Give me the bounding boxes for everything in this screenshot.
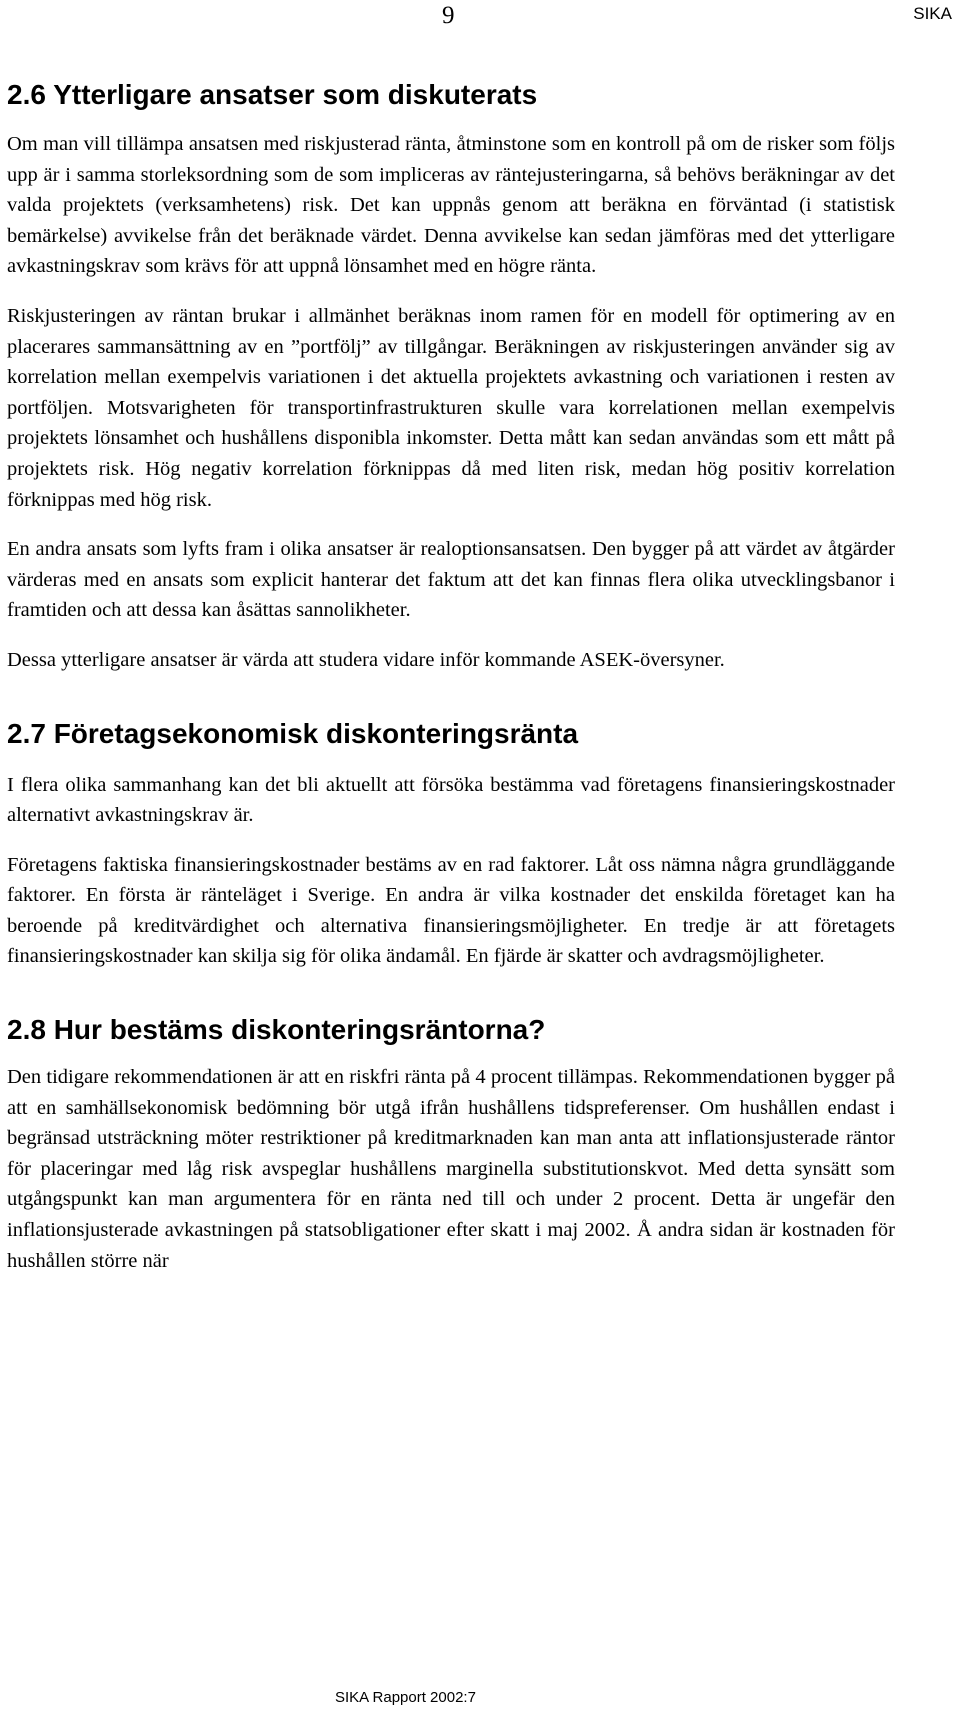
report-footer: SIKA Rapport 2002:7 <box>335 1689 476 1706</box>
section-heading-2-8: 2.8 Hur bestäms diskonteringsräntorna? <box>7 1014 546 1046</box>
paragraph: Företagens faktiska finansieringskostnader bestäms av en rad faktorer. Låt oss nämna några grundläggande faktorer. En första är ränteläget i Sverige. En andra är vilka kostnader det enskilda företaget kan ha beroende på kreditvärdighet och alternativa finansieringsmöjligheter. En tredje är att företagets finansieringskostnader kan skilja sig för olika ändamål. En fjärde är skatter och avdragsmöjligheter. <box>7 853 895 968</box>
paragraph: Den tidigare rekommendationen är att en riskfri ränta på 4 procent tillämpas. Rekommendationen bygger på att en samhällsekonomisk bedömning bör utgå ifrån hushållens tidspreferenser. Om hushållen endast i begränsad utsträckning möter restriktioner på kreditmarknaden kan man anta att inflationsjusterade räntor för placeringar med låg risk avspeglar hushållens marginella substitutionskvot. Med detta synsätt som utgångspunkt kan man argumentera för en ränta ned till och under 2 procent. Detta är ungefär den inflationsjusterade avkastningen på statsobligationer efter skatt i maj 2002. Å andra sidan är kostnaden för hushållen större när <box>7 1066 895 1272</box>
paragraph: Riskjusteringen av räntan brukar i allmänhet beräknas inom ramen för en modell för optimering av en placerares sammansättning av en ”portfölj” av tillgångar. Beräkningen av riskjusteringen använder sig av korrelation mellan exempelvis variationen i det aktuella projektets avkastning och variationen i resten av portföljen. Motsvarigheten för transportinfrastrukturen skulle vara korrelationen mellan exempelvis projektets lönsamhet och hushållens disponibla inkomster. Detta mått kan sedan användas som ett mått på projektets risk. Hög negativ korrelation förknippas då med liten risk, medan hög positiv korrelation förknippas med hög risk. <box>7 304 895 511</box>
document-body <box>7 75 895 1295</box>
paragraph: Om man vill tillämpa ansatsen med riskjusterad ränta, åtminstone som en kontroll på om de risker som följs upp är i samma storleksordning som de som impliceras av räntejusteringarna, så behövs beräkningar av det valda projektets (verksamhetens) risk. Det kan uppnås genom att beräkna en förväntad (i statistisk bemärkelse) avvikelse från det beräknade värdet. Denna avvikelse kan sedan jämföras med det ytterligare avkastningskrav som krävs för att uppnå lönsamhet med en högre ränta. <box>7 133 895 278</box>
section-heading-2-7: 2.7 Företagsekonomisk diskonteringsränta <box>7 717 579 749</box>
page-number: 9 <box>442 2 455 29</box>
section-heading-2-6: 2.6 Ytterligare ansatser som diskuterats <box>7 79 538 110</box>
org-header: SIKA <box>913 4 952 23</box>
paragraph: En andra ansats som lyfts fram i olika ansatser är realoptionsansatsen. Den bygger på att värdet av åtgärder värderas med en ansats som explicit hanterar det faktum att det kan finnas flera olika utvecklingsbanor i framtiden och att dessa kan åsättas sannolikheter. <box>7 538 895 622</box>
paragraph: I flera olika sammanhang kan det bli aktuellt att försöka bestämma vad företagens finansieringskostnader alternativt avkastningskrav är. <box>7 773 895 827</box>
paragraph: Dessa ytterligare ansatser är värda att studera vidare inför kommande ASEK-översyner. <box>7 648 725 671</box>
